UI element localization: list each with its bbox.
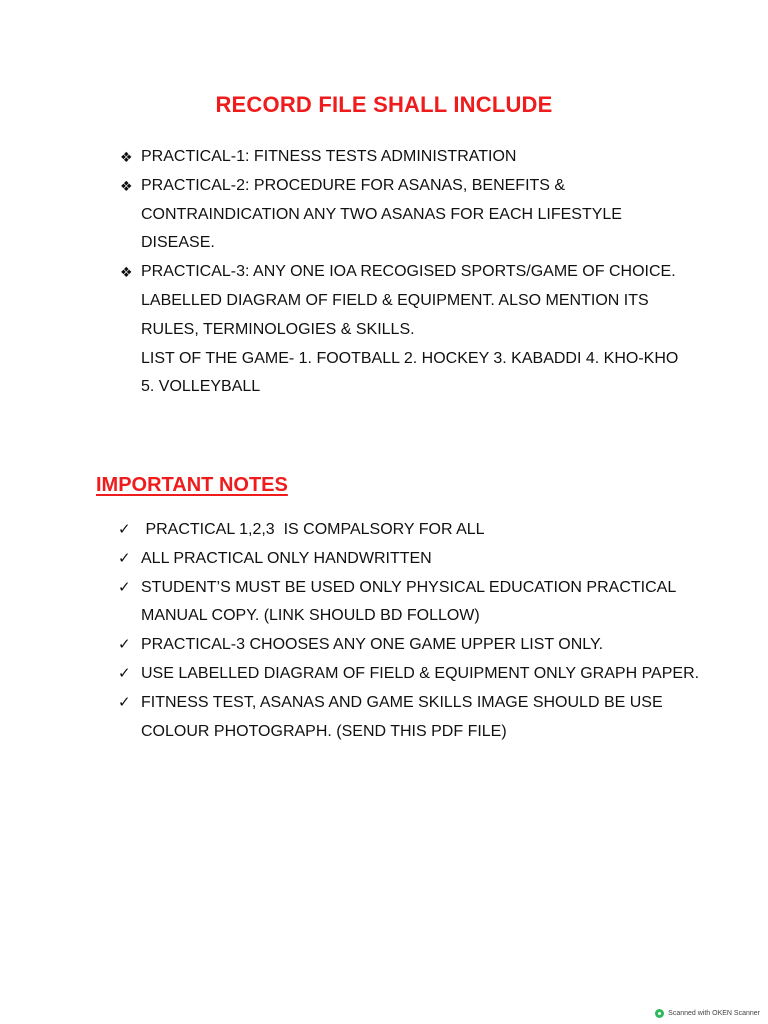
check-mark-icon: ✓ [118,636,131,654]
check-mark-icon: ✓ [118,549,131,567]
scanner-watermark [655,1009,760,1018]
diamond-bullet-icon: ❖ [120,264,133,281]
practical-text: PRACTICAL-2: PROCEDURE FOR ASANAS, BENEFITS & CONTRAINDICATION ANY TWO ASANAS FOR EACH LIFESTYLE DISEASE. [141,176,622,252]
scanner-watermark-text: Scanned with OKEN Scanner [668,1010,760,1017]
check-mark-icon: ✓ [118,664,131,682]
practical-text: PRACTICAL-1: FITNESS TESTS ADMINISTRATION [141,148,517,165]
note-text: FITNESS TEST, ASANAS AND GAME SKILLS IMAGE SHOULD BE USE COLOUR PHOTOGRAPH. (SEND THIS PDF FILE) [141,693,663,740]
note-text: STUDENT’S MUST BE USED ONLY PHYSICAL EDUCATION PRACTICAL MANUAL COPY. (LINK SHOULD BD FOLLOW) [141,578,676,625]
note-item [118,574,708,632]
note-item [118,545,708,574]
check-mark-icon: ✓ [118,521,131,538]
note-text: PRACTICAL 1,2,3 IS COMPALSORY FOR ALL [141,521,485,538]
practical-text: PRACTICAL-3: ANY ONE IOA RECOGISED SPORTS/GAME OF CHOICE. LABELLED DIAGRAM OF FIELD & EQUIPMENT. ALSO MENTION ITS RULES, TERMINOLOGIES & SKILLS. [141,263,676,338]
practicals-list [120,143,680,402]
diamond-bullet-icon: ❖ [120,149,133,165]
diamond-bullet-icon: ❖ [120,177,133,194]
practical-item [120,172,680,258]
notes-heading: IMPORTANT NOTES [96,474,288,496]
page-title: RECORD FILE SHALL INCLUDE [215,92,553,117]
check-mark-icon: ✓ [118,693,131,711]
note-item [118,631,708,660]
note-item [118,660,708,689]
note-item [118,689,708,747]
okenscanner-logo-icon [655,1009,664,1018]
practical-item [120,258,680,402]
check-mark-icon: ✓ [118,578,131,596]
practical-item [120,143,680,172]
note-text: USE LABELLED DIAGRAM OF FIELD & EQUIPMENT ONLY GRAPH PAPER. [141,664,700,682]
game-list-text: LIST OF THE GAME- 1. FOOTBALL 2. HOCKEY 3. KABADDI 4. KHO-KHO 5. VOLLEYBALL [141,349,679,396]
notes-list [118,516,708,746]
note-text: ALL PRACTICAL ONLY HANDWRITTEN [141,549,432,567]
note-text: PRACTICAL-3 CHOOSES ANY ONE GAME UPPER LIST ONLY. [141,636,604,654]
note-item [118,516,708,545]
